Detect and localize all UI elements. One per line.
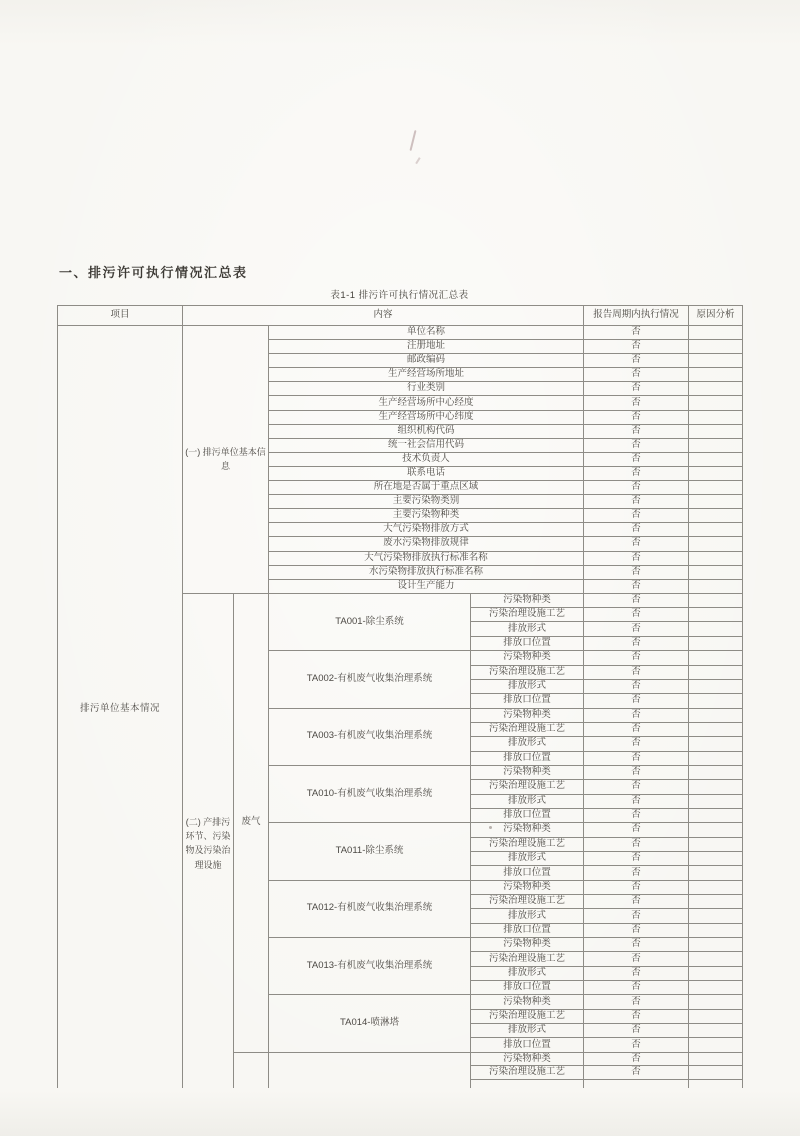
reason-cell xyxy=(689,895,743,909)
reason-cell xyxy=(689,880,743,894)
status-cell: 否 xyxy=(584,509,689,523)
reason-cell xyxy=(689,794,743,808)
reason-cell xyxy=(689,354,743,368)
system-name-cell: TA003-有机废气收集治理系统 xyxy=(269,708,471,765)
status-cell: 否 xyxy=(584,808,689,822)
status-cell: 否 xyxy=(584,340,689,354)
reason-cell xyxy=(689,1079,743,1088)
gas-group-cell: 废气 xyxy=(234,593,269,1052)
status-cell: 否 xyxy=(584,424,689,438)
reason-cell xyxy=(689,866,743,880)
item-label-cell: 主要污染物种类 xyxy=(269,509,584,523)
reason-cell xyxy=(689,565,743,579)
section1-label-cell: (一) 排污单位基本信息 xyxy=(183,326,269,594)
system-name-cell: TA012-有机废气收集治理系统 xyxy=(269,880,471,937)
item-label-cell: 统一社会信用代码 xyxy=(269,438,584,452)
status-cell: 否 xyxy=(584,622,689,636)
reason-cell xyxy=(689,424,743,438)
item-label-cell: 主要污染物类别 xyxy=(269,495,584,509)
status-cell: 否 xyxy=(584,354,689,368)
status-cell: 否 xyxy=(584,694,689,708)
reason-cell xyxy=(689,679,743,693)
status-cell: 否 xyxy=(584,851,689,865)
reason-cell xyxy=(689,837,743,851)
attribute-cell: 污染物种类 xyxy=(471,995,584,1009)
summary-table xyxy=(57,305,743,1088)
status-cell: 否 xyxy=(584,608,689,622)
reason-cell xyxy=(689,995,743,1009)
reason-cell xyxy=(689,438,743,452)
reason-cell xyxy=(689,966,743,980)
status-cell: 否 xyxy=(584,679,689,693)
reason-cell xyxy=(689,636,743,650)
reason-cell xyxy=(689,808,743,822)
status-cell: 否 xyxy=(584,895,689,909)
reason-cell xyxy=(689,509,743,523)
reason-cell xyxy=(689,765,743,779)
reason-cell xyxy=(689,551,743,565)
status-cell: 否 xyxy=(584,1052,689,1066)
attribute-cell: 排放形式 xyxy=(471,1024,584,1038)
status-cell: 否 xyxy=(584,880,689,894)
header-content: 内容 xyxy=(183,306,584,326)
system-name-cell: TA001-除尘系统 xyxy=(269,593,471,650)
reason-cell xyxy=(689,722,743,736)
item-label-cell: 技术负责人 xyxy=(269,452,584,466)
status-cell: 否 xyxy=(584,382,689,396)
attribute-cell: 排放口位置 xyxy=(471,808,584,822)
reason-cell xyxy=(689,326,743,340)
status-cell: 否 xyxy=(584,966,689,980)
item-label-cell: 邮政编码 xyxy=(269,354,584,368)
reason-cell xyxy=(689,851,743,865)
status-cell: 否 xyxy=(584,523,689,537)
reason-cell xyxy=(689,952,743,966)
item-label-cell: 生产经营场所中心经度 xyxy=(269,396,584,410)
status-cell: 否 xyxy=(584,909,689,923)
reason-cell xyxy=(689,523,743,537)
scan-pen-mark-artifact xyxy=(409,130,416,151)
item-label-cell: 组织机构代码 xyxy=(269,424,584,438)
status-cell: 否 xyxy=(584,780,689,794)
status-cell: 否 xyxy=(584,1038,689,1052)
reason-cell xyxy=(689,481,743,495)
attribute-cell: 污染物种类 xyxy=(471,708,584,722)
status-cell: 否 xyxy=(584,651,689,665)
reason-cell xyxy=(689,909,743,923)
attribute-cell: 排放形式 xyxy=(471,737,584,751)
attribute-cell: 污染治理设施工艺 xyxy=(471,837,584,851)
reason-cell xyxy=(689,737,743,751)
item-label-cell: 单位名称 xyxy=(269,326,584,340)
status-cell: 否 xyxy=(584,952,689,966)
scan-pen-mark-artifact-small xyxy=(415,157,420,164)
attribute-cell: 排放形式 xyxy=(471,909,584,923)
status-cell: 否 xyxy=(584,593,689,607)
status-cell: 否 xyxy=(584,837,689,851)
status-cell: 否 xyxy=(584,866,689,880)
item-label-cell: 大气污染物排放方式 xyxy=(269,523,584,537)
reason-cell xyxy=(689,694,743,708)
status-cell: 否 xyxy=(584,579,689,593)
attribute-cell: 污染治理设施工艺 xyxy=(471,1009,584,1023)
reason-cell xyxy=(689,495,743,509)
item-label-cell: 行业类别 xyxy=(269,382,584,396)
status-cell: 否 xyxy=(584,794,689,808)
attribute-cell: 排放口位置 xyxy=(471,694,584,708)
attribute-cell: 污染物种类 xyxy=(471,823,584,837)
attribute-cell: 排放形式 xyxy=(471,966,584,980)
reason-cell xyxy=(689,1038,743,1052)
header-reason: 原因分析 xyxy=(689,306,743,326)
item-label-cell: 生产经营场所地址 xyxy=(269,368,584,382)
attribute-cell: 污染治理设施工艺 xyxy=(471,952,584,966)
status-cell: 否 xyxy=(584,410,689,424)
status-cell: 否 xyxy=(584,481,689,495)
status-cell: 否 xyxy=(584,438,689,452)
reason-cell xyxy=(689,593,743,607)
attribute-cell: 排放口位置 xyxy=(471,751,584,765)
attribute-cell: 污染治理设施工艺 xyxy=(471,665,584,679)
status-cell: 否 xyxy=(584,923,689,937)
attribute-cell xyxy=(471,1079,584,1088)
reason-cell xyxy=(689,780,743,794)
status-cell: 否 xyxy=(584,636,689,650)
status-cell: 否 xyxy=(584,938,689,952)
group-cell-cutoff xyxy=(234,1052,269,1088)
item-label-cell: 联系电话 xyxy=(269,466,584,480)
reason-cell xyxy=(689,1024,743,1038)
status-cell: 否 xyxy=(584,722,689,736)
attribute-cell: 污染物种类 xyxy=(471,880,584,894)
item-label-cell: 生产经营场所中心纬度 xyxy=(269,410,584,424)
reason-cell xyxy=(689,981,743,995)
reason-cell xyxy=(689,751,743,765)
header-row xyxy=(58,306,743,326)
table-caption: 表1-1 排污许可执行情况汇总表 xyxy=(330,290,469,301)
attribute-cell: 污染治理设施工艺 xyxy=(471,608,584,622)
status-cell: 否 xyxy=(584,368,689,382)
reason-cell xyxy=(689,708,743,722)
reason-cell xyxy=(689,1066,743,1080)
system-name-cell: TA002-有机废气收集治理系统 xyxy=(269,651,471,708)
attribute-cell: 排放口位置 xyxy=(471,866,584,880)
page-title: 一、排污许可执行情况汇总表 xyxy=(59,265,248,280)
attribute-cell: 污染物种类 xyxy=(471,651,584,665)
status-cell: 否 xyxy=(584,823,689,837)
item-label-cell: 废水污染物排放规律 xyxy=(269,537,584,551)
reason-cell xyxy=(689,938,743,952)
status-cell: 否 xyxy=(584,737,689,751)
attribute-cell: 污染治理设施工艺 xyxy=(471,722,584,736)
attribute-cell: 污染物种类 xyxy=(471,1052,584,1066)
status-cell: 否 xyxy=(584,751,689,765)
scan-speck-artifact xyxy=(489,826,492,829)
status-cell: 否 xyxy=(584,995,689,1009)
status-cell: 否 xyxy=(584,326,689,340)
attribute-cell: 排放形式 xyxy=(471,679,584,693)
item-label-cell: 注册地址 xyxy=(269,340,584,354)
reason-cell xyxy=(689,340,743,354)
attribute-cell: 排放形式 xyxy=(471,851,584,865)
reason-cell xyxy=(689,622,743,636)
reason-cell xyxy=(689,608,743,622)
status-cell: 否 xyxy=(584,1024,689,1038)
attribute-cell: 污染物种类 xyxy=(471,765,584,779)
reason-cell xyxy=(689,579,743,593)
project-cell: 排污单位基本情况 xyxy=(58,326,183,1089)
status-cell: 否 xyxy=(584,537,689,551)
attribute-cell: 排放口位置 xyxy=(471,636,584,650)
reason-cell xyxy=(689,823,743,837)
reason-cell xyxy=(689,396,743,410)
system-name-cell-cutoff xyxy=(269,1052,471,1088)
status-cell: 否 xyxy=(584,452,689,466)
reason-cell xyxy=(689,368,743,382)
reason-cell xyxy=(689,665,743,679)
attribute-cell: 污染治理设施工艺 xyxy=(471,1066,584,1080)
system-name-cell: TA014-喷淋塔 xyxy=(269,995,471,1052)
item-label-cell: 所在地是否属于重点区域 xyxy=(269,481,584,495)
status-cell: 否 xyxy=(584,551,689,565)
reason-cell xyxy=(689,382,743,396)
reason-cell xyxy=(689,452,743,466)
attribute-cell: 排放形式 xyxy=(471,622,584,636)
attribute-cell: 排放形式 xyxy=(471,794,584,808)
attribute-cell: 排放口位置 xyxy=(471,923,584,937)
reason-cell xyxy=(689,466,743,480)
status-cell: 否 xyxy=(584,981,689,995)
item-label-cell: 大气污染物排放执行标准名称 xyxy=(269,551,584,565)
summary-table-container xyxy=(57,305,744,1088)
reason-cell xyxy=(689,1052,743,1066)
reason-cell xyxy=(689,1009,743,1023)
reason-cell xyxy=(689,651,743,665)
attribute-cell: 污染物种类 xyxy=(471,593,584,607)
attribute-cell: 污染治理设施工艺 xyxy=(471,780,584,794)
status-cell: 否 xyxy=(584,665,689,679)
table-row xyxy=(58,326,743,340)
status-cell: 否 xyxy=(584,1009,689,1023)
reason-cell xyxy=(689,537,743,551)
system-name-cell: TA013-有机废气收集治理系统 xyxy=(269,938,471,995)
status-cell: 否 xyxy=(584,708,689,722)
status-cell: 否 xyxy=(584,1066,689,1080)
attribute-cell: 排放口位置 xyxy=(471,1038,584,1052)
summary-table-body xyxy=(58,326,743,1089)
section2-label-cell: (二) 产排污环节、污染物及污染治理设施 xyxy=(183,593,234,1088)
attribute-cell: 污染治理设施工艺 xyxy=(471,895,584,909)
attribute-cell: 污染物种类 xyxy=(471,938,584,952)
status-cell: 否 xyxy=(584,765,689,779)
status-cell xyxy=(584,1079,689,1088)
header-status: 报告周期内执行情况 xyxy=(584,306,689,326)
system-name-cell: TA011-除尘系统 xyxy=(269,823,471,880)
status-cell: 否 xyxy=(584,466,689,480)
attribute-cell: 排放口位置 xyxy=(471,981,584,995)
header-project: 项目 xyxy=(58,306,183,326)
status-cell: 否 xyxy=(584,396,689,410)
status-cell: 否 xyxy=(584,495,689,509)
system-name-cell: TA010-有机废气收集治理系统 xyxy=(269,765,471,822)
reason-cell xyxy=(689,410,743,424)
item-label-cell: 设计生产能力 xyxy=(269,579,584,593)
item-label-cell: 水污染物排放执行标准名称 xyxy=(269,565,584,579)
status-cell: 否 xyxy=(584,565,689,579)
reason-cell xyxy=(689,923,743,937)
